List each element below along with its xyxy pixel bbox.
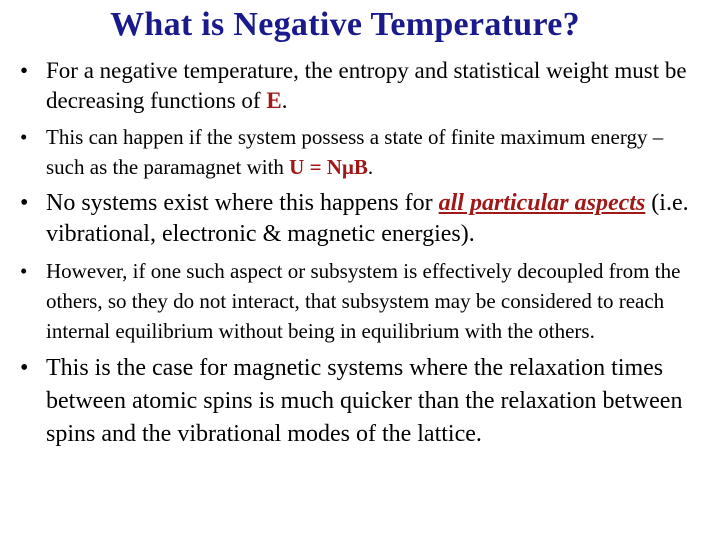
bullet-text-end: (i.e. vibrational, electronic & magnetic energies). bbox=[46, 190, 689, 247]
bullet-text: However, if one such aspect or subsystem is effectively decoupled from the others, so they do not interact, that subsystem may be considered to reach internal equilibrium without being in equilibrium with the others. bbox=[46, 259, 681, 343]
bullet-item bbox=[18, 352, 698, 451]
bullet-dot: • bbox=[20, 125, 28, 149]
bullet-item bbox=[18, 188, 698, 250]
bullet-list bbox=[18, 56, 698, 451]
bullet-text: This can happen if the system possess a state of finite maximum energy – such as the paramagnet with bbox=[46, 125, 664, 179]
bullet-text: No systems exist where this happens for bbox=[46, 190, 439, 216]
bullet-item bbox=[18, 56, 698, 116]
bullet-text: This is the case for magnetic systems where the relaxation times between atomic spins is much quicker than the relaxation between spins and the vibrational modes of the lattice. bbox=[46, 355, 683, 447]
bullet-dot: • bbox=[20, 259, 28, 283]
bullet-text-end: . bbox=[281, 88, 288, 113]
bullet-dot: • bbox=[20, 58, 29, 83]
slide-title: What is Negative Temperature? bbox=[110, 6, 580, 43]
bullet-dot: • bbox=[20, 355, 29, 381]
bullet-emphasis: all particular aspects bbox=[438, 190, 646, 216]
bullet-item bbox=[18, 256, 698, 346]
bullet-item bbox=[18, 122, 698, 182]
bullet-highlight: U = NμB bbox=[289, 155, 368, 179]
bullet-highlight: E bbox=[266, 88, 282, 113]
bullet-text: For a negative temperature, the entropy and statistical weight must be decreasing functions of bbox=[46, 58, 687, 113]
bullet-dot: • bbox=[20, 190, 29, 216]
bullet-text-end: . bbox=[367, 155, 374, 179]
